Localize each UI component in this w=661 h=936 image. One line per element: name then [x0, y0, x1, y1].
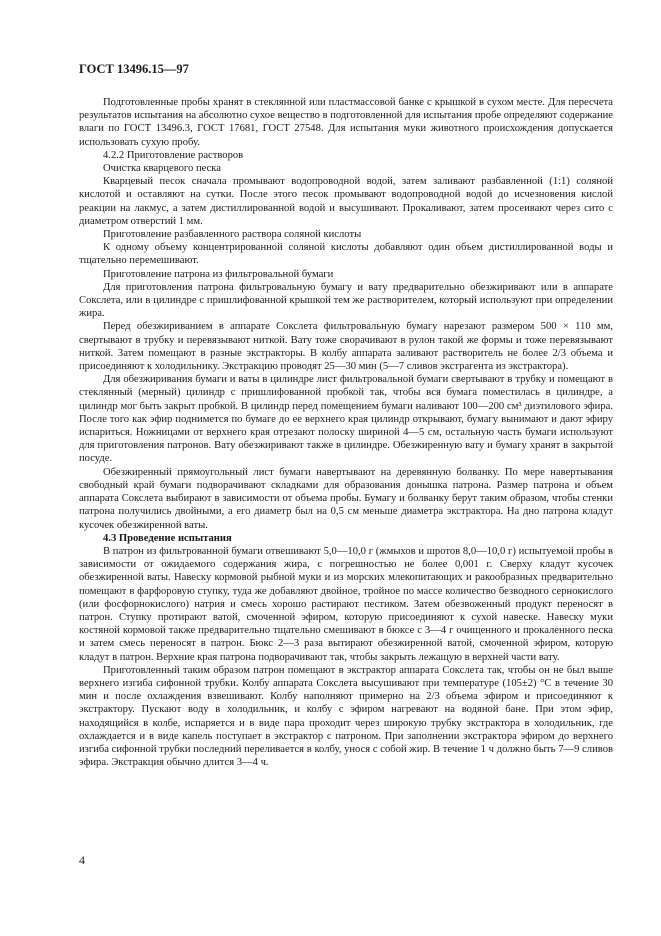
section-heading: 4.2.2 Приготовление растворов	[103, 149, 244, 161]
paragraph: К одному объему концентрированной соляной кислоты добавляют один объем дистиллированной воды и тщательно перемешивают.	[79, 242, 613, 267]
paragraph: Для приготовления патрона фильтровальную бумагу и вату предварительно обезжиривают или в аппарате Сокслета, или в цилиндре с пришлифованной крышкой тем же растворителем, который используют при определении жира.	[79, 281, 613, 320]
page-number: 4	[79, 853, 85, 867]
document-body	[79, 96, 613, 769]
paragraph: Кварцевый песок сначала промывают водопроводной водой, затем заливают разбавленной (1:1) соляной кислотой и оставляют на сутки. После этого песок промывают водопроводной водой до исчезновения кислой реакции на лакмус, а затем дистиллированной водой и высушивают. Прокаливают, затем просеивают через сито с диаметром отверстий 1 мм.	[79, 176, 613, 227]
paragraph: Приготовленный таким образом патрон помещают в экстрактор аппарата Сокслета так, чтобы он не был выше верхнего изгиба сифонной трубки. Колбу аппарата Сокслета высушивают при температуре (105±2) °С в течение 30 мин и после охлаждения взвешивают. Колбу наполняют примерно на 2/3 объема эфиром и присоединяют к экстрактору. Пускают воду в холодильник, и колбу с эфиром нагревают на водяной бане. При этом эфир, находящийся в колбе, испаряется и в виде пара проходит через широкую трубку экстрактора в холодильник, где охлаждается и в виде капель поступает в экстрактор с патроном. При заполнении экстрактора эфиром до верхнего изгиба сифонной трубки последний переливается в колбу, унося с собой жир. В течение 1 ч должно быть 7—9 сливов эфира. Экстракция обычно длится 3—4 ч.	[79, 664, 613, 769]
section-heading-bold: 4.3 Проведение испытания	[103, 532, 232, 544]
subsection-heading: Очистка кварцевого песка	[103, 163, 221, 175]
paragraph: Подготовленные пробы хранят в стеклянной или пластмассовой банке с крышкой в сухом месте. Для пересчета результатов испытания на абсолютно сухое вещество в подготовленной для испытания пробе определяют содержание влаги по ГОСТ 13496.3, ГОСТ 17681, ГОСТ 27548. Для испытания муки животного происхождения допускается использовать сухую пробу.	[79, 97, 613, 148]
paragraph: В патрон из фильтрованной бумаги отвешивают 5,0—10,0 г (жмыхов и шротов 8,0—10,0 г) испытуемой пробы в зависимости от ожидаемого содержания жира, с погрешностью не более 0,001 г. Сверху кладут кусочек обезжиренной ваты. Навеску кормовой рыбной муки и из морских млекопитающих и ракообразных предварительно помещают в фарфоровую ступку, туда же добавляют двойное, тройное по массе количество безводного сернокислого (или фосфорнокислого) натрия и смесь хорошо растирают пестиком. Затем обезвоженный продукт переносят в патрон. Ступку протирают ватой, смоченной эфиром, которую присоединяют к сухой навеске. Навеску муки костяной кормовой также предварительно тщательно смешивают в бюксе с 3—4 г очищенного и прокаленного песка и затем смесь переносят в патрон. Бюкс 2—3 раза вытирают обезжиренной ватой, смоченной эфиром, которую кладут в патрон. Верхние края патрона подворачивают так, чтобы закрыть лежащую в верхней части вату.	[79, 545, 613, 663]
paragraph: Перед обезжириванием в аппарате Сокслета фильтровальную бумагу нарезают размером 500 × 110 мм, свертывают в трубку и перевязывают ниткой. Вату тоже сворачивают в рулон такой же формы и тоже перевязывают ниткой. Затем помещают в разные экстракторы. В колбу аппарата заливают растворитель не более 2/3 объема и присоединяют к холодильнику. Экстракцию проводят 25—30 мин (5—7 сливов экстрагента из экстрактора).	[79, 321, 613, 373]
paragraph: Обезжиренный прямоугольный лист бумаги навертывают на деревянную болванку. По мере навертывания свободный край бумаги подворачивают складками для образования донышка патрона. Размер патрона и объем аппарата Сокслета выбирают в зависимости от объема пробы. Бумагу и болванку берут таким образом, чтобы стенки патрона получились двойными, а его диаметр был на 0,5 см меньше диаметра экстрактора. На дно патрона кладут кусочек обезжиренной ваты.	[79, 466, 613, 531]
document-header: ГОСТ 13496.15—97	[79, 62, 189, 76]
subsection-heading: Приготовление разбавленного раствора соляной кислоты	[103, 229, 362, 241]
subsection-heading: Приготовление патрона из фильтровальной бумаги	[103, 268, 334, 280]
paragraph: Для обезжиривания бумаги и ваты в цилиндре лист фильтровальной бумаги свертывают в трубку и помещают в стеклянный (мерный) цилиндр с пришлифованной пробкой так, чтобы вся бумага поместилась в цилиндре, а цилиндр мог быть закрыт пробкой. В цилиндр перед помещением бумаги наливают 100—200 см³ диэтилового эфира. После того как эфир поднимется по бумаге до ее верхнего края цилиндр открывают, бумагу вынимают и дают эфиру испариться. Ножницами от верхнего края отрезают полоску шириной 4—5 см, остальную часть бумаги используют для приготовления патронов. Вату обезжиривают также в цилиндре. Обезжиренную вату и бумагу хранят в закрытой посуде.	[79, 374, 613, 465]
